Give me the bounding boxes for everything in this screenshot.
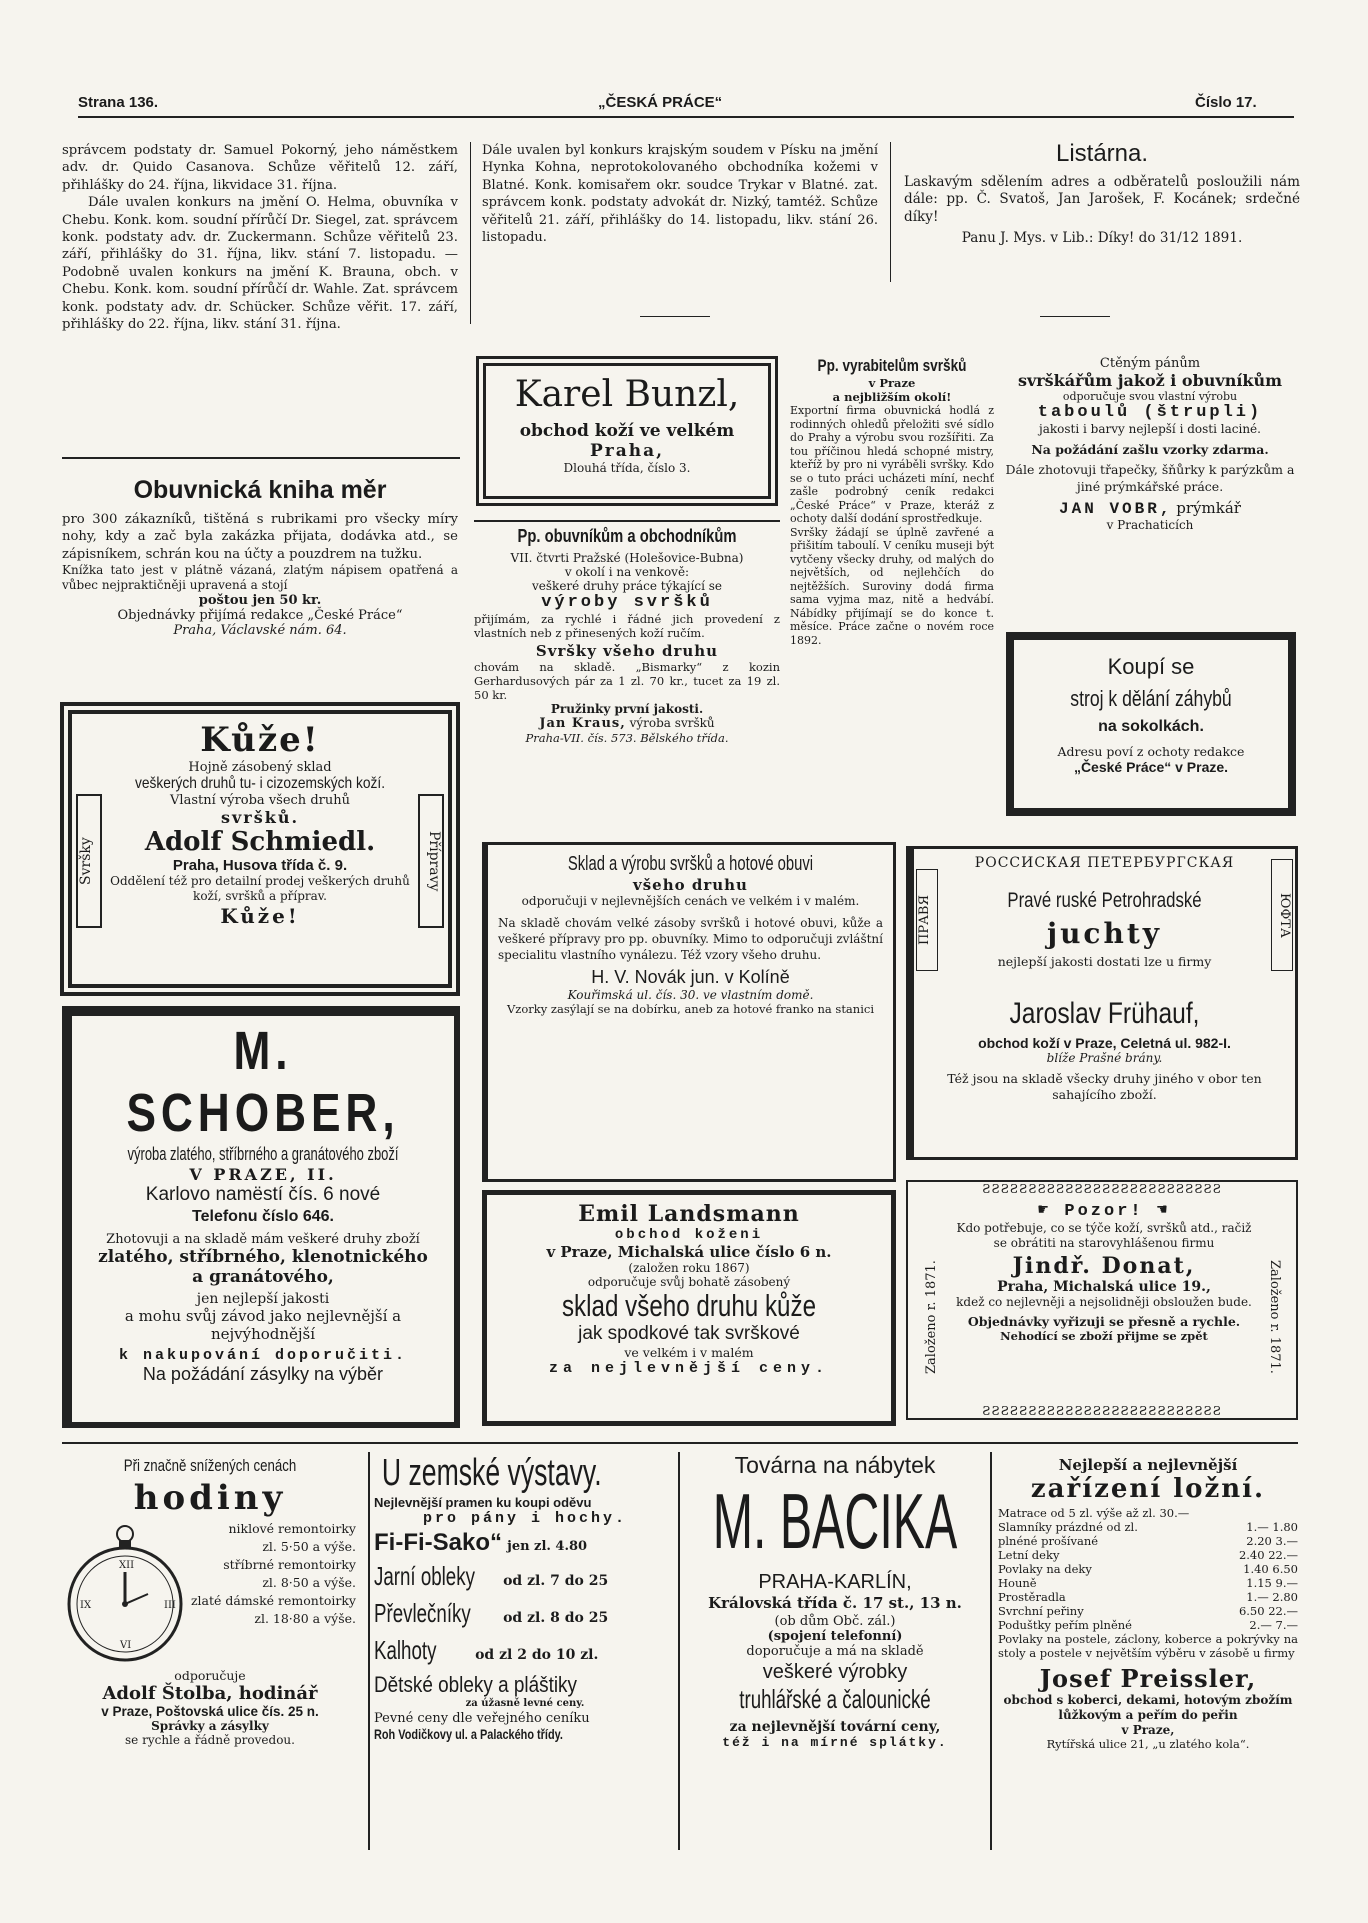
- price-to: 3.—: [1275, 1534, 1298, 1548]
- ad-vyrabitelum: [790, 356, 994, 647]
- ad-text: Pravé ruské Petrohradské: [1007, 889, 1202, 912]
- price-to: 22.—: [1268, 1604, 1298, 1618]
- ad-text: Při značně snížených cenách: [123, 1456, 297, 1475]
- ad-bunzl-box: [476, 356, 778, 506]
- ad-text: Hojně zásobený sklad: [188, 760, 332, 775]
- ad-text: niklové remontoirky: [228, 1521, 356, 1536]
- ad-city: V PRAZE, II.: [189, 1165, 337, 1184]
- bankruptcy-notice-2: Dále uvalen byl konkurs krajským soudem v Písku na jmění Hynka Kohna, neprotokolovaného obchodníka kožemi v Blatné. Konk. komisařem okr. soudce Trykar v Blatné. zat. správcem konk. podstaty advokát dr. Nizký, tamtéž. Schůze věřitelů 21. září, přihlášky do 14. listopadu, likv. stání 26. listopadu.: [482, 143, 878, 246]
- ad-price: poštou jen 50 kr.: [198, 593, 322, 609]
- pointing-hand-icon: ☚: [1143, 1202, 1171, 1221]
- ad-text: Nejlepší a nejlevnější: [1058, 1456, 1238, 1474]
- ornamental-border: ƧƧƧƧƧƧƧƧƧƧƧƧƧƧƧƧƧƧƧƧƧƧƧƧƧƧ: [982, 1182, 1222, 1196]
- ad-company: JAN VOBR,: [1059, 500, 1173, 518]
- ad-text: odporučuje svůj bohatě zásobený: [587, 1275, 791, 1289]
- ad-text: obchod koží ve velkém: [519, 421, 735, 441]
- ad-phone: Telefonu číslo 646.: [192, 1208, 334, 1225]
- price-item-range: [1246, 1520, 1298, 1534]
- side-label: Založeno r. 1871.: [924, 1260, 939, 1374]
- ad-title: Pp. obuvníkům a obchodníkům: [517, 526, 737, 546]
- price-row: [998, 1604, 1298, 1618]
- ad-text: Exportní firma obuvnická hodlá z rodinných ohledů přeložiti své sídlo do Prahy a výrobu svou rozšířiti. Za tou příčinou hledá schopné mistry, kteříž by pro ni vyráběli svršky. Kdo se o tuto práci ucházeti míní, nechť zašle podrobný ceník redakci „České Práce“ v Praze, kteráž z ochoty další dodání sprostředkuje.: [790, 404, 994, 525]
- ad-city: PRAHA-KARLÍN,: [758, 1571, 912, 1593]
- side-label: ЮФТА: [1271, 859, 1293, 971]
- price-item-range: [1246, 1534, 1298, 1548]
- price-row: [998, 1534, 1298, 1548]
- ad-price: od zl 2 do 10 zl.: [475, 1647, 599, 1663]
- ad-text: zl. 8·50 a výše.: [262, 1575, 356, 1590]
- ad-text: a granátového,: [192, 1267, 334, 1287]
- price-item-range: [1246, 1576, 1298, 1590]
- price-from: 2.20: [1246, 1534, 1272, 1548]
- ad-company: Josef Preissler,: [1039, 1664, 1257, 1693]
- ad-text: výroba svršků: [629, 716, 715, 730]
- side-label: Založeno r. 1871.: [1267, 1260, 1282, 1374]
- ad-text: obchod koženi: [614, 1227, 764, 1243]
- ad-address: v Praze, Michalská ulice číslo 6 n.: [546, 1243, 832, 1261]
- ad-city: v Prachaticích: [1106, 518, 1194, 532]
- side-label: ПРАВЯ: [916, 869, 938, 971]
- price-item-name: Povlaky na deky: [998, 1562, 1092, 1576]
- ad-sklad-novak-box: [482, 842, 896, 1182]
- ad-text: se rychle a řádně provedou.: [125, 1733, 295, 1747]
- section-text: Laskavým sdělením adres a odběratelů posloužili nám dále: pp. Č. Svatoš, Jan Jarošek, F. Kocánek; srdečné díky!: [904, 174, 1300, 225]
- ad-text: na sokolkách.: [1098, 718, 1204, 735]
- price-item-name: Matrace od 5 zl. výše až zl. 30.—: [998, 1506, 1190, 1520]
- price-item-name: Letní deky: [998, 1548, 1060, 1562]
- ad-text: Vzorky zasýlají se na dobírku, aneb za hotové franko na stanici: [507, 1002, 874, 1016]
- ad-vystava: [374, 1452, 676, 1742]
- price-row: [998, 1618, 1298, 1632]
- ad-item: Kalhoty: [374, 1635, 437, 1665]
- ad-text: svrškářům jakož i obuvníkům: [1017, 371, 1283, 390]
- ad-title: hodiny: [133, 1478, 287, 1518]
- ad-text: prýmkář: [1176, 499, 1241, 517]
- ad-text: odporučuji v nejlevnějších cenách ve velkém i v malém.: [521, 894, 860, 908]
- ad-text: ve velkém i v malém: [624, 1345, 754, 1360]
- ornamental-border: ƧƧƧƧƧƧƧƧƧƧƧƧƧƧƧƧƧƧƧƧƧƧƧƧƧƧ: [982, 1404, 1222, 1418]
- price-item-name: Prostěradla: [998, 1590, 1066, 1604]
- ad-company: Jindř. Donat,: [1012, 1253, 1196, 1279]
- ad-footer: Kůže!: [220, 904, 300, 928]
- ad-address: Dlouhá třída, číslo 3.: [563, 461, 691, 475]
- ad-price: od zl. 8 do 25: [503, 1610, 609, 1626]
- newspaper-title: „ČESKÁ PRÁCE“: [598, 94, 723, 111]
- ad-text: Kdo potřebuje, co se týče koží, svršků atd., račiž se obrátiti na starovyhlášenou firmu: [956, 1221, 1252, 1250]
- price-item-name: Slamníky prázdné od zl.: [998, 1520, 1138, 1534]
- svg-text:IX: IX: [80, 1600, 92, 1611]
- ad-text: Správky a zásylky: [151, 1719, 269, 1733]
- ad-text: stříbrné remontoirky: [223, 1557, 356, 1572]
- ad-orders: Objednávky přijímá redakce „České Práce“: [117, 608, 403, 624]
- price-item-range: [1249, 1618, 1298, 1632]
- ad-text: k nakupování doporučiti.: [118, 1347, 408, 1364]
- ad-text: též i na mírné splátky.: [722, 1735, 948, 1750]
- ad-text: truhlářské a čalounické: [739, 1684, 931, 1714]
- ad-landsmann-box: [482, 1190, 896, 1426]
- price-to: 2.80: [1272, 1590, 1298, 1604]
- ad-text: a mohu svůj závod jako nejlevnější a nejvýhodnější: [124, 1307, 402, 1343]
- bankruptcy-notice-1: [62, 142, 458, 333]
- svg-text:III: III: [164, 1600, 176, 1611]
- ad-address: Karlovo namëstí čís. 6 nové: [145, 1184, 381, 1205]
- price-item-name: plnéné prošívané: [998, 1534, 1099, 1548]
- price-item-name: Poduštky peřím plněné: [998, 1618, 1132, 1632]
- price-from: 1.—: [1246, 1590, 1269, 1604]
- column-divider: [990, 1452, 992, 1850]
- ad-address: Královská třída č. 17 st., 13 n.: [708, 1594, 962, 1612]
- price-from: 2.—: [1249, 1618, 1272, 1632]
- ad-address: Praha-VII. čís. 573. Bělského třída.: [525, 731, 729, 745]
- section-text: Panu J. Mys. v Lib.: Díky! do 31/12 1891.: [961, 230, 1243, 247]
- price-list: [998, 1506, 1298, 1632]
- price-item-range: [1239, 1548, 1298, 1562]
- ad-text: Svršky všeho druhu: [535, 642, 719, 660]
- ad-address: Praha, Husova třída č. 9.: [172, 857, 348, 874]
- ad-donat-box: [906, 1180, 1298, 1420]
- ad-text: taboulů (štrupli): [1037, 403, 1263, 422]
- ad-title: U zemské výstavy.: [381, 1452, 602, 1494]
- ad-company: Emil Landsmann: [578, 1201, 800, 1227]
- price-item-name: Svrchní peřiny: [998, 1604, 1084, 1618]
- ad-text: za nejlevnější tovární ceny,: [729, 1719, 941, 1735]
- ad-text: Nejlevnější pramen ku koupi oděvu: [374, 1495, 592, 1510]
- ad-text: zl. 5·50 a výše.: [262, 1539, 356, 1554]
- ad-company: Adolf Štolba, hodinář: [102, 1683, 318, 1704]
- price-to: 7.—: [1275, 1618, 1298, 1632]
- price-row: [998, 1562, 1298, 1576]
- ad-text: Ctěným pánům: [1099, 356, 1201, 371]
- column-divider: [470, 142, 471, 324]
- ad-address: Kouřimská ul. čís. 30. ve vlastním domě.: [567, 988, 814, 1002]
- ad-address: v Praze, Poštovská ulice čís. 25 n.: [101, 1704, 319, 1719]
- ad-text: Povlaky na postele, záclony, koberce a pokrývky na stoly a postele v největším výběru v zásobě u firmy: [998, 1632, 1298, 1660]
- price-from: 6.50: [1238, 1604, 1265, 1618]
- ad-text: zlaté dámské remontoirky: [190, 1593, 356, 1608]
- ad-text: veškerých druhů tu- i cizozemských koží.: [134, 775, 386, 792]
- side-label: Přípravy: [418, 794, 444, 928]
- ad-address: Roh Vodičkovy ul. a Palackého třídy.: [374, 1726, 563, 1742]
- ad-text: Vlastní výroba všech druhů: [170, 793, 350, 808]
- ad-koupi-box: [1006, 632, 1296, 816]
- ad-text: všeho druhu: [633, 876, 748, 894]
- divider: [62, 1442, 1298, 1444]
- ad-city: Praha,: [589, 441, 665, 461]
- ad-text: a nejbližším okolí!: [832, 390, 952, 404]
- price-item-range: [1246, 1590, 1298, 1604]
- ad-stolba: [62, 1456, 358, 1747]
- ad-address: Praha, Michalská ulice 19.,: [997, 1279, 1211, 1295]
- divider: [640, 316, 710, 317]
- price-from: 1.15: [1246, 1576, 1272, 1590]
- ad-text: Na požádání zásylky na výběr: [142, 1364, 384, 1384]
- price-to: 22.—: [1268, 1548, 1298, 1562]
- ad-text: v Praze: [868, 376, 916, 390]
- page-number: Strana 136.: [78, 94, 159, 111]
- ad-text: stroj k dělání záhybů: [1070, 686, 1232, 711]
- ad-text: Knížka tato jest v plátně vázaná, zlatým nápisem opatřená a vůbec nejpraktičněji upravená a stojí: [62, 563, 458, 593]
- ad-text: nejlepší jakosti dostati lze u firmy: [997, 954, 1212, 969]
- price-to: 6.50: [1272, 1562, 1298, 1576]
- column-divider: [368, 1452, 370, 1850]
- price-from: 2.40: [1238, 1548, 1265, 1562]
- ad-item: Fi-Fi-Sako“: [374, 1529, 503, 1556]
- header-rule: [78, 116, 1294, 118]
- ad-city: v Praze,: [1121, 1723, 1175, 1737]
- ad-text: „České Práce“ v Praze.: [1073, 759, 1229, 775]
- ad-company: H. V. Novák jun. v Kolíně: [591, 967, 790, 987]
- ad-price: od zl. 7 do 25: [503, 1573, 609, 1589]
- ad-text: Pružinky první jakosti.: [550, 702, 704, 716]
- ad-text: veškeré výrobky: [762, 1661, 908, 1683]
- price-item-range: [1239, 1604, 1298, 1618]
- price-to: 1.80: [1272, 1520, 1298, 1534]
- ad-text: Nehodící se zboží přijme se zpět: [1000, 1329, 1208, 1343]
- ad-kuze-box: [60, 702, 460, 996]
- ad-text: výroby svršků: [541, 593, 713, 612]
- divider: [62, 457, 460, 459]
- ad-text: jen nejlepší jakosti: [196, 1291, 330, 1307]
- ad-text: pro 300 zákazníků, tištěná s rubrikami pro všecky míry nohy, kdy a zač byla zakázka přijata, dodávka atd., se zápisníkem, schrán kou na účty a pouzdrem na tužku.: [62, 512, 458, 562]
- ad-company: Jan Kraus,: [539, 716, 626, 731]
- ad-text: (ob dům Obč. zál.): [774, 1614, 896, 1629]
- ad-text: jakosti i barvy nejlepší i dosti laciné.: [1039, 422, 1261, 436]
- price-item-name: Houně: [998, 1576, 1037, 1590]
- price-from: 1.40: [1243, 1562, 1269, 1576]
- price-row: [998, 1548, 1298, 1562]
- ad-text: Továrna na nábytek: [734, 1452, 936, 1478]
- price-item-range: [1243, 1562, 1298, 1576]
- ad-text: za nejlevnější ceny.: [548, 1360, 830, 1377]
- ad-text: obchod s koberci, dekami, hotovým zbožím lůžkovým a peřím do peřin: [1003, 1693, 1293, 1722]
- ad-title: Koupí se: [1107, 654, 1195, 679]
- ad-address: Rytířská ulice 21, „u zlatého kola“.: [1046, 1737, 1250, 1751]
- price-row: [998, 1576, 1298, 1590]
- price-row: [998, 1520, 1298, 1534]
- ad-item: Jarní obleky: [374, 1561, 475, 1591]
- ad-text: přijímám, za rychlé i řádné jich provedení z vlastních neb z přinesených koží ručím.: [474, 612, 780, 640]
- issue-number: Číslo 17.: [1195, 94, 1257, 111]
- price-row: [998, 1590, 1298, 1604]
- ad-title: Kůže!: [200, 720, 320, 760]
- ad-company: M. BACIKA: [712, 1477, 958, 1565]
- ad-text: blíže Prašné brány.: [1046, 1051, 1163, 1065]
- ad-text: odporučuje svou vlastní výrobu: [1062, 390, 1238, 403]
- ad-text: svršků.: [220, 808, 300, 827]
- ad-text: Oddělení též pro detailní prodej veškerých druhů koží, svršků a příprav.: [110, 874, 410, 903]
- ad-text: kdež co nejlevněji a nejsolidněji obsloužen bude.: [956, 1295, 1252, 1309]
- price-from: 1.—: [1246, 1520, 1269, 1534]
- divider: [1040, 316, 1110, 317]
- ad-schober-box: [62, 1006, 460, 1428]
- ad-text: Adresu poví z ochoty redakce: [1057, 744, 1245, 759]
- listarna-section: [904, 140, 1300, 246]
- svg-text:XII: XII: [119, 1560, 135, 1571]
- ad-text: pro pány i hochy.: [422, 1510, 628, 1527]
- ad-title: Pp. vyrabitelům svršků: [817, 356, 967, 375]
- ad-text: chovám na skladě. „Bismarky“ z kozin Gerhardusových pár za 1 zl. 70 kr., tucet za 19 zl. 50 kr.: [474, 660, 780, 702]
- ad-text: Svršky žádají se úplně zavřené a přišitím taboulí. V ceníku museji být vytčeny všecky druhy, od malých do největších, od nejlehčích do nejtěžších. Suroviny dodá firma sama vyjma maz, nitě a hedvábí. Nábídky přijímají se do konce t. měsíce. Práce začne o novém roce 1892.: [790, 525, 994, 647]
- ad-text: (založen roku 1867): [628, 1261, 750, 1275]
- ad-text: v okolí i na venkově:: [564, 565, 690, 579]
- ad-text: Na skladě chovám velké zásoby svršků i hotové obuvi, kůže a veškeré přípravy pro pp. obuvníky. Mimo to odporučuji zvláštní specialitu vlastního vynálezu. Též vzory všeho druhu.: [498, 916, 883, 962]
- ad-vobr: [1002, 356, 1298, 532]
- ad-obuvnicka-kniha: [62, 476, 458, 638]
- ad-price: jen zl. 4.80: [507, 1539, 588, 1554]
- ad-title: zařízení ložní.: [1030, 1474, 1266, 1504]
- column-divider: [890, 142, 891, 282]
- price-row: [998, 1506, 1298, 1520]
- ad-company: M. SCHOBER,: [126, 1021, 400, 1143]
- price-to: 9.—: [1275, 1576, 1298, 1590]
- ad-bacika: [684, 1452, 986, 1750]
- ad-text: doporučuje a má na skladě: [746, 1644, 924, 1659]
- ad-header-cyrillic: РОССИСКАЯ ПЕТЕРБУРГСКАЯ: [974, 855, 1235, 871]
- ad-item: Převlečníky: [374, 1598, 471, 1628]
- ad-text: za úžasně levné ceny.: [465, 1698, 585, 1709]
- ad-title: Pozor!: [1064, 1202, 1144, 1221]
- ad-address: Praha, Václavské nám. 64.: [173, 623, 347, 639]
- ad-text: sklad všeho druhu kůže: [561, 1288, 817, 1323]
- ad-company: Karel Bunzl,: [514, 374, 740, 415]
- svg-text:VI: VI: [120, 1640, 132, 1651]
- ad-address: obchod koží v Praze, Celetná ul. 982-I.: [978, 1035, 1231, 1051]
- ad-text: Na požádání zašlu vzorky zdarma.: [1031, 442, 1269, 457]
- ad-text: Zhotovuji a na skladě mám veškeré druhy zboží: [106, 1232, 420, 1247]
- ad-text: Dětské obleky a pláštiky: [374, 1672, 577, 1697]
- notice-paragraph: správcem podstaty dr. Samuel Pokorný, jeho náměstkem adv. dr. Quido Casanova. Schůze věřitelů 12. září, přihlášky do 24. října, likvidace 31. října.: [62, 143, 458, 193]
- ad-text: Též jsou na skladě všecky druhy jiného v obor ten sahajícího zboží.: [947, 1071, 1262, 1102]
- ad-text: VII. čtvrti Pražské (Holešovice-Bubna): [510, 551, 744, 565]
- ad-kraus: [474, 520, 780, 745]
- divider: [474, 520, 780, 522]
- ad-company: Adolf Schmiedl.: [144, 827, 376, 857]
- section-title: Listárna.: [1055, 140, 1149, 167]
- ad-title: juchty: [1046, 917, 1163, 950]
- ad-title: Obuvnická kniha měr: [133, 476, 387, 504]
- side-label: Svršky: [76, 794, 102, 928]
- ad-preissler: [998, 1456, 1298, 1751]
- ad-text: zl. 18·80 a výše.: [254, 1611, 356, 1626]
- ad-text: (spojení telefonní): [767, 1629, 903, 1644]
- ad-text: jak spodkové tak svrškové: [578, 1323, 800, 1344]
- ad-text: Objednávky vyřizuji se přesně a rychle.: [967, 1314, 1241, 1329]
- ad-text: výroba zlatého, stříbrného a granátového zboží: [127, 1144, 399, 1164]
- ad-company: Jaroslav Frühauf,: [1009, 997, 1200, 1030]
- pointing-hand-icon: ☛: [1037, 1202, 1065, 1221]
- column-divider: [678, 1452, 680, 1850]
- ad-text: zlatého, stříbrného, klenotnického: [98, 1247, 428, 1267]
- ad-text: odporučuje: [174, 1668, 246, 1683]
- ad-text: veškeré druhy práce týkající se: [532, 579, 722, 593]
- ad-fruhauf-box: [906, 846, 1298, 1160]
- ad-text: Pevné ceny dle veřejného ceníku: [374, 1711, 590, 1726]
- ad-title: Sklad a výrobu svršků a hotové obuvi: [567, 853, 814, 875]
- notice-paragraph: Dále uvalen konkurs na jmění O. Helma, obuvníka v Chebu. Konk. kom. soudní přírůčí Dr. Siegel, zat. správcem konk. podstaty adv. dr. Zuckermann. Schůze věřitelů 23. září, přihlášky do 31. října, likv. stání 7. listopadu. — Podobně uvalen konkurs na jmění K. Brauna, obch. v Chebu. Konk. kom. soudní přírůčí dr. Wahle. Zat. správcem konk. podstaty adv. dr. Schücker. Schůze věřit. 17. září, přihlášky do 22. října, likv. stání 31. října.: [62, 195, 458, 333]
- pocket-watch-icon: [66, 1520, 184, 1668]
- ad-text: Dále zhotovuji třapečky, šňůrky k parýzkům a jiné prýmkářské práce.: [1005, 462, 1295, 494]
